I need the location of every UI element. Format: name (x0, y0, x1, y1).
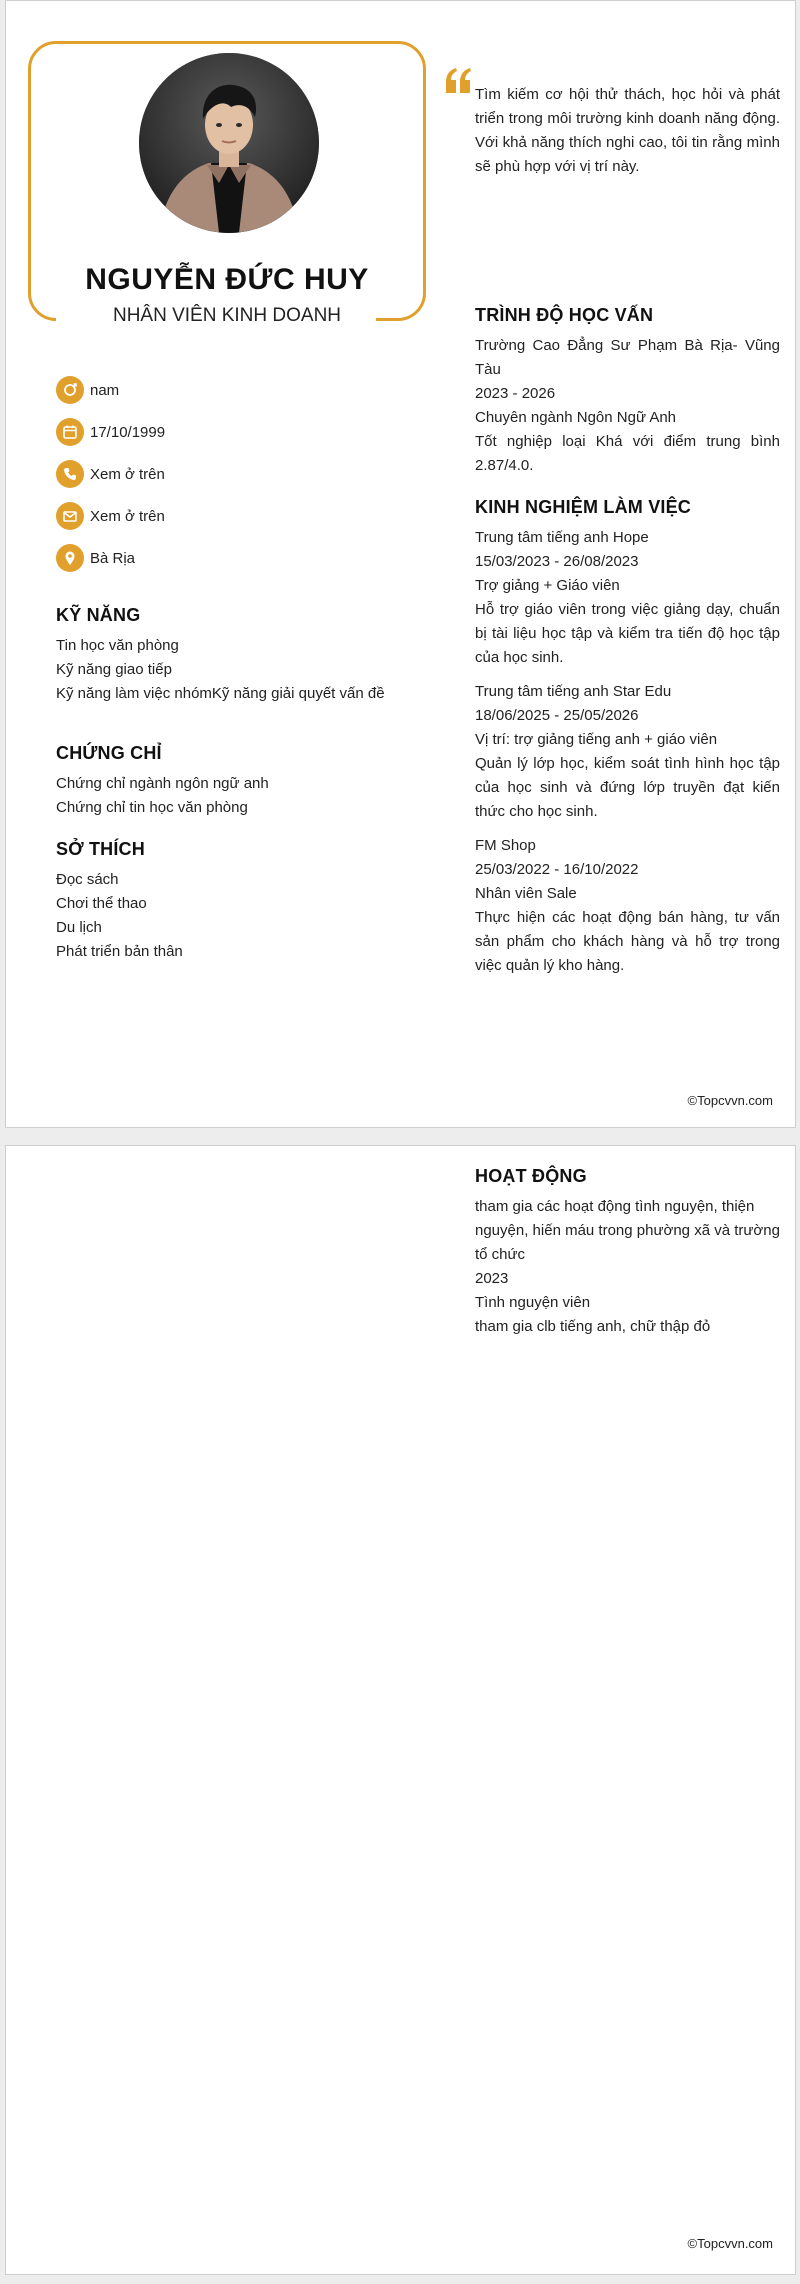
location-icon (56, 544, 84, 572)
certificates-title: CHỨNG CHỈ (56, 743, 162, 763)
phone-icon (56, 460, 84, 488)
cv-page-1 (5, 0, 796, 1128)
gender-icon (56, 376, 84, 404)
skill-item: Tin học văn phòng (56, 637, 179, 654)
education-major: Chuyên ngành Ngôn Ngữ Anh (475, 409, 677, 426)
experience-entry (475, 834, 780, 978)
education-title: TRÌNH ĐỘ HỌC VẤN (475, 305, 654, 325)
footer-credit: ©Topcvvn.com (687, 2236, 773, 2251)
education-result: Tốt nghiệp loại Khá với điểm trung bình 2.87/4.0. (475, 433, 780, 474)
experience-description: Quản lý lớp học, kiểm soát tình hình học tập của học sinh và đứng lớp truyền đạt kiến thức cho học sinh. (475, 755, 780, 820)
contact-list (56, 376, 396, 586)
calendar-icon (56, 418, 84, 446)
career-objective: Tìm kiếm cơ hội thử thách, học hỏi và phát triển trong môi trường kinh doanh năng động. Với khả năng thích nghi cao, tôi tin rằng mình sẽ phù hợp với vị trí này. (475, 86, 780, 175)
activity-detail: tham gia clb tiếng anh, chữ thập đỏ (475, 1318, 711, 1335)
skill-item: Kỹ năng giao tiếp (56, 661, 172, 678)
hobby-item: Chơi thể thao (56, 895, 147, 912)
contact-birthday (56, 418, 396, 446)
contact-gender-text: nam (90, 381, 120, 399)
contact-gender (56, 376, 396, 404)
contact-phone (56, 460, 396, 488)
email-icon (56, 502, 84, 530)
quote-icon (444, 67, 472, 93)
skills-title: KỸ NĂNG (56, 605, 141, 625)
portrait-photo (139, 53, 319, 233)
activities-section (475, 1166, 780, 1339)
experience-title: KINH NGHIỆM LÀM VIỆC (475, 497, 692, 517)
contact-email (56, 502, 396, 530)
hobby-item: Đọc sách (56, 871, 119, 888)
experience-period: 25/03/2022 - 16/10/2022 (475, 861, 639, 878)
contact-phone-text: Xem ở trên (90, 465, 165, 483)
hobbies-section (56, 839, 396, 964)
contact-email-text: Xem ở trên (90, 507, 165, 525)
contact-birthday-text: 17/10/1999 (90, 423, 166, 441)
contact-address-text: Bà Rịa (90, 549, 136, 567)
hobby-item: Du lịch (56, 919, 102, 936)
hobbies-title: SỞ THÍCH (56, 839, 145, 859)
experience-position: Nhân viên Sale (475, 885, 577, 902)
job-title: NHÂN VIÊN KINH DOANH (112, 305, 342, 326)
certificates-section (56, 743, 396, 820)
education-section (475, 305, 780, 478)
experience-description: Hỗ trợ giáo viên trong việc giảng dạy, chuẩn bị tài liệu học tập và kiểm tra tiến độ học tập của học sinh. (475, 601, 780, 666)
activity-description: tham gia các hoạt động tình nguyện, thiện nguyện, hiến máu trong phường xã và trường tổ chức (475, 1198, 780, 1263)
contact-address (56, 544, 396, 572)
experience-company: FM Shop (475, 837, 536, 854)
hobby-item: Phát triển bản thân (56, 943, 183, 960)
cv-page-2 (5, 1145, 796, 2275)
candidate-name: NGUYỄN ĐỨC HUY (85, 263, 369, 296)
education-period: 2023 - 2026 (475, 385, 556, 402)
experience-company: Trung tâm tiếng anh Star Edu (475, 683, 672, 700)
experience-entry (475, 680, 780, 824)
experience-period: 15/03/2023 - 26/08/2023 (475, 553, 639, 570)
experience-company: Trung tâm tiếng anh Hope (475, 529, 649, 546)
education-school: Trường Cao Đẳng Sư Phạm Bà Rịa- Vũng Tàu (475, 337, 780, 378)
activities-title: HOẠT ĐỘNG (475, 1166, 587, 1186)
skills-section (56, 605, 396, 706)
experience-position: Vị trí: trợ giảng tiếng anh + giáo viên (475, 731, 718, 748)
experience-period: 18/06/2025 - 25/05/2026 (475, 707, 639, 724)
experience-section (475, 497, 780, 988)
skill-item: Kỹ năng làm việc nhómKỹ năng giải quyết vấn đề (56, 685, 385, 702)
activity-year: 2023 (475, 1270, 509, 1287)
footer-credit: ©Topcvvn.com (687, 1093, 773, 1108)
experience-entry (475, 526, 780, 670)
activity-role: Tình nguyện viên (475, 1294, 591, 1311)
avatar (139, 53, 319, 233)
certificate-item: Chứng chỉ tin học văn phòng (56, 799, 248, 816)
certificate-item: Chứng chỉ ngành ngôn ngữ anh (56, 775, 269, 792)
experience-position: Trợ giảng + Giáo viên (475, 577, 620, 594)
experience-description: Thực hiện các hoạt động bán hàng, tư vấn sản phẩm cho khách hàng và hỗ trợ trong việc quản lý kho hàng. (475, 909, 780, 974)
